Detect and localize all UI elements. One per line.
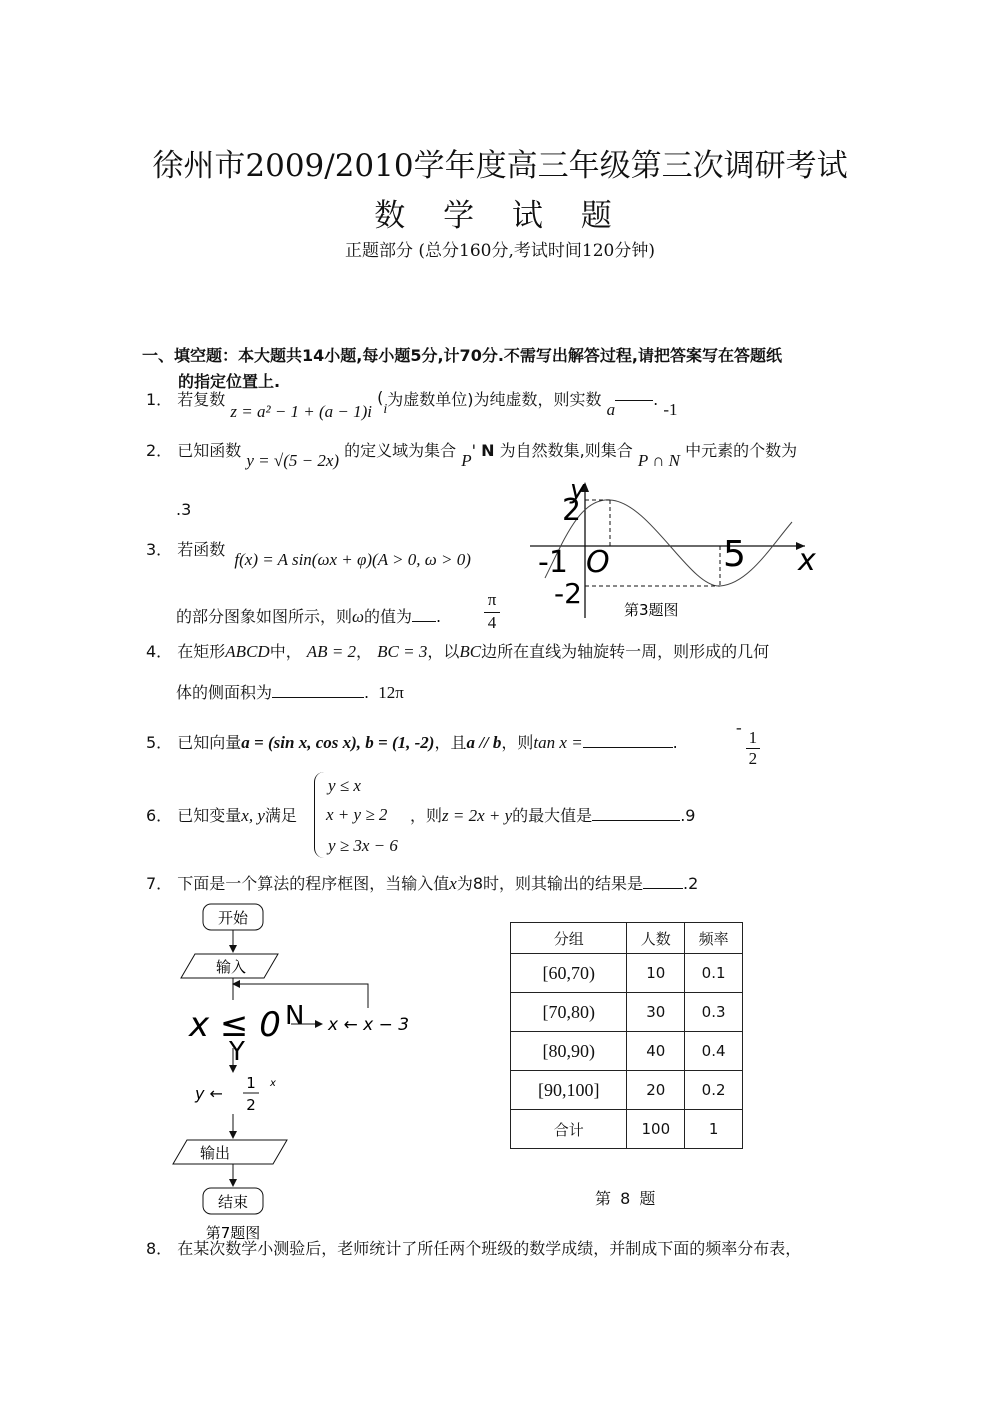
q3-caption: 第3题图 <box>624 601 679 619</box>
section-heading-line2: 的指定位置上. <box>178 372 281 391</box>
q6-constraint-2: x + y ≥ 2 <box>326 805 388 824</box>
q4-answer: 12π <box>378 683 404 702</box>
q7-flowchart <box>165 900 445 1245</box>
q6-answer: .9 <box>680 806 696 825</box>
question-6-tail: ，则z = 2x + y的最大值是 .9 <box>410 806 696 825</box>
table-row: [70,80) 30 0.3 <box>511 993 743 1032</box>
svg-text:x: x <box>270 1078 276 1089</box>
q3-formula: f(x) = A sin(ωx + φ)(A > 0, ω > 0) <box>234 550 471 569</box>
q6-constraint-3: y ≥ 3x − 6 <box>328 836 398 855</box>
y-label: y <box>570 478 586 505</box>
question-3-line2: 的部分图象如图所示，则ω的值为 . <box>176 607 442 626</box>
q1-formula: z = a² − 1 + (a − 1)i <box>230 402 373 421</box>
question-7: 7． 下面是一个算法的程序框图，当输入值x为8时，则其输出的结果是 .2 <box>146 874 699 893</box>
tick-5: 5 <box>723 534 746 575</box>
branch-no-label: N <box>285 1001 305 1031</box>
svg-text:开始: 开始 <box>217 909 249 927</box>
x-label: x <box>798 543 816 578</box>
assign-node: y ← <box>195 1084 223 1103</box>
tick-neg2: -2 <box>554 577 582 610</box>
question-4-line2: 体的侧面积为 . 12π <box>176 683 404 702</box>
q7-answer: .2 <box>683 874 699 893</box>
question-number: 8． <box>146 1239 173 1258</box>
q7-caption: 第7题图 <box>205 1224 261 1242</box>
question-number: 3． <box>146 540 173 559</box>
q5-formula: a = (sin x, cos x), b = (1, -2) <box>241 733 435 752</box>
question-5: 5． 已知向量a = (sin x, cos x), b = (1, -2)，且a // b，则tan x = . <box>146 733 678 752</box>
update-node: x ← x − 3 <box>328 1015 410 1035</box>
question-number: 4． <box>146 642 173 661</box>
q3-sine-graph <box>520 478 830 628</box>
table-row: [80,90) 40 0.4 <box>511 1032 743 1071</box>
question-number: 5． <box>146 733 173 752</box>
branch-yes-label: Y <box>229 1037 245 1067</box>
table-row: 合计 100 1 <box>511 1110 743 1149</box>
svg-text:2: 2 <box>246 1096 256 1114</box>
question-number: 7． <box>146 874 173 893</box>
q5-answer: - $\frac{1}{2}$ <box>736 728 760 769</box>
tick-2: 2 <box>562 493 582 528</box>
question-number: 1． <box>146 390 173 409</box>
q8-frequency-table <box>510 922 743 1149</box>
table-header: 分组 <box>511 923 627 954</box>
q3-answer: π 4 <box>484 590 500 633</box>
exam-info: 正题部分 (总分160分,考试时间120分钟) <box>345 241 655 261</box>
q2-formula: y = √(5 − 2x) <box>246 451 340 470</box>
section-heading-line1: 一、填空题：本大题共14小题,每小题5分,计70分.不需写出解答过程,请把答案写在答题纸 <box>142 346 782 365</box>
question-2: 2． 已知函数 y = √(5 − 2x) 的定义域为集合 P' N 为自然数集,则集合 P ∩ N 中元素的个数为 <box>146 441 798 470</box>
svg-text:输出: 输出 <box>199 1144 231 1162</box>
svg-text:1: 1 <box>246 1074 256 1092</box>
q1-answer: -1 <box>663 400 678 419</box>
q8-caption: 第 8 题 <box>595 1189 658 1208</box>
question-6: 6． 已知变量x, y满足 <box>146 806 297 825</box>
table-row: [90,100] 20 0.2 <box>511 1071 743 1110</box>
question-8: 8． 在某次数学小测验后，老师统计了所任两个班级的数学成绩，并制成下面的频率分布表， <box>146 1239 802 1258</box>
svg-text:输入: 输入 <box>215 958 247 976</box>
document-title: 徐州市2009/2010学年度高三年级第三次调研考试 <box>152 148 848 184</box>
question-number: 6． <box>146 806 173 825</box>
condition-node: x ≤ 0 <box>189 1005 281 1045</box>
question-number: 2． <box>146 441 173 460</box>
origin-label: O <box>586 545 610 580</box>
document-subtitle: 数 学 试 题 <box>374 198 626 234</box>
q6-constraint-1: y ≤ x <box>328 776 361 795</box>
question-4: 4． 在矩形ABCD中， AB = 2， BC = 3，以BC边所在直线为轴旋转一周，则形成的几何 <box>146 642 770 661</box>
question-1: 1． 若复数 z = a² − 1 + (a − 1)i (i为虚数单位)为纯虚数，则实数 a. -1 <box>146 388 678 421</box>
tick-neg1: -1 <box>538 545 568 580</box>
q6-brace <box>314 772 325 858</box>
q2-answer: .3 <box>176 500 192 519</box>
question-3: 3． 若函数 f(x) = A sin(ωx + φ)(A > 0, ω > 0) <box>146 540 471 569</box>
table-header: 频率 <box>685 923 743 954</box>
sine-curve <box>545 500 792 586</box>
svg-text:结束: 结束 <box>217 1193 249 1211</box>
table-row: [60,70) 10 0.1 <box>511 954 743 993</box>
table-header: 人数 <box>627 923 685 954</box>
